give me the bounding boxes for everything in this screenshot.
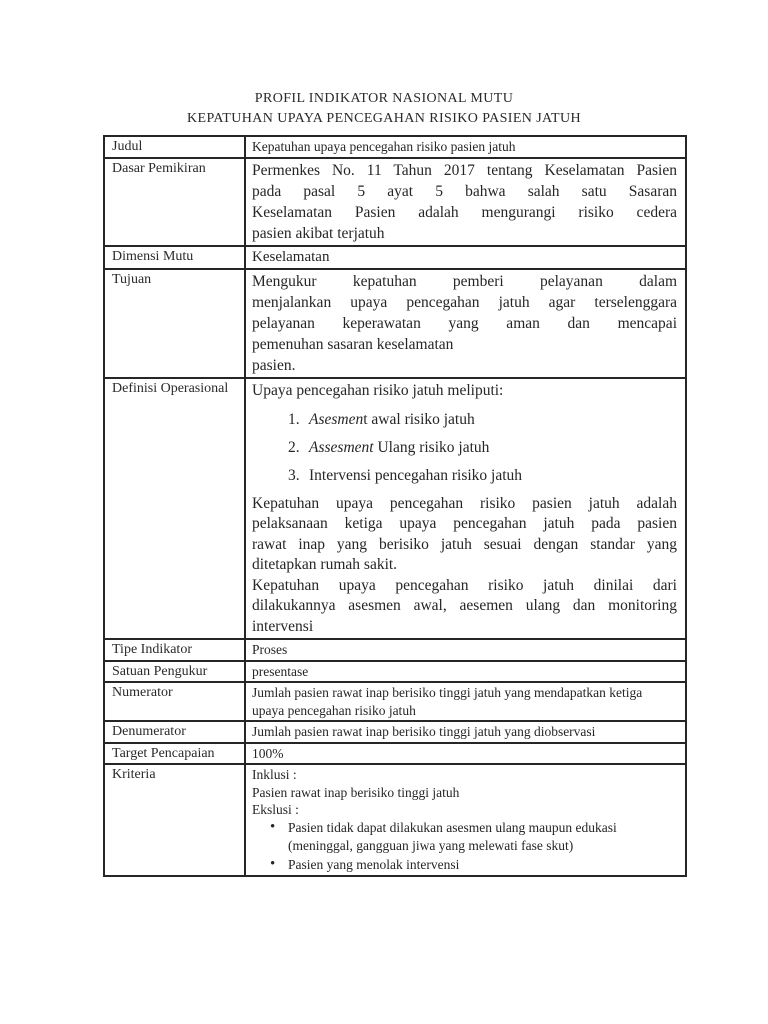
value-tipe-indikator: Proses (245, 639, 686, 661)
label-definisi-operasional: Definisi Operasional (104, 378, 245, 640)
label-dimensi-mutu: Dimensi Mutu (104, 246, 245, 269)
document-title (0, 89, 768, 129)
label-numerator: Numerator (104, 682, 245, 721)
value-tujuan (245, 269, 686, 378)
row-kriteria (104, 764, 686, 876)
dasar-pemikiran-plain-lines (252, 223, 677, 244)
label-target-pencapaian: Target Pencapaian (104, 743, 245, 765)
value-dimensi-mutu: Keselamatan (245, 246, 686, 269)
value-numerator: Jumlah pasien rawat inap berisiko tinggi jatuh yang mendapatkan ketiga upaya pencegahan risiko jatuh (245, 682, 686, 721)
definisi-paragraph-1-plain (252, 555, 677, 576)
definisi-numbered-list (252, 410, 677, 485)
tujuan-plain-lines (252, 334, 677, 376)
label-denumerator: Denumerator (104, 721, 245, 743)
row-definisi-operasional (104, 378, 686, 640)
text-line: rawat inap yang berisiko jatuh sesuai dengan standar yang (252, 535, 677, 553)
row-judul (104, 136, 686, 158)
text-line: pasien. (252, 356, 296, 374)
value-satuan-pengukur: presentase (245, 661, 686, 683)
item-number: 2. (288, 438, 300, 456)
definisi-paragraph-2-plain (252, 617, 677, 638)
inklusi-text: Pasien rawat inap berisiko tinggi jatuh (252, 784, 460, 800)
row-satuan-pengukur (104, 661, 686, 683)
text-line: pemenuhan sasaran keselamatan (252, 335, 454, 353)
label-dasar-pemikiran: Dasar Pemikiran (104, 158, 245, 246)
label-judul: Judul (104, 136, 245, 158)
item-text: Ulang risiko jatuh (373, 438, 490, 456)
text-line: Mengukur kepatuhan pemberi pelayanan dalam (252, 272, 677, 290)
text-line: pelayanan keperawatan yang aman dan mencapai (252, 314, 677, 332)
text-line: Kepatuhan upaya pencegahan risiko pasien jatuh adalah (252, 494, 677, 512)
label-tujuan: Tujuan (104, 269, 245, 378)
list-item-1 (288, 410, 677, 429)
dasar-pemikiran-justified-lines (252, 160, 677, 223)
row-numerator (104, 682, 686, 721)
text-line: Kepatuhan upaya pencegahan risiko jatuh dinilai dari (252, 576, 677, 594)
text-line: pelaksanaan ketiga upaya pencegahan jatuh pada pasien (252, 515, 677, 532)
label-satuan-pengukur: Satuan Pengukur (104, 661, 245, 683)
text-line: Permenkes No. 11 Tahun 2017 tentang Keselamatan Pasien (252, 161, 677, 179)
list-item-2 (288, 438, 677, 457)
label-kriteria: Kriteria (104, 764, 245, 876)
list-item-3 (288, 466, 677, 485)
item-italic-text: Assesment (309, 438, 374, 456)
item-italic-text: Asesmen (309, 410, 364, 428)
ekslusi-heading: Ekslusi : (252, 802, 299, 817)
definisi-intro: Upaya pencegahan risiko jatuh meliputi: (252, 381, 504, 399)
row-tipe-indikator (104, 639, 686, 661)
item-number: 3. (288, 466, 300, 484)
inklusi-heading: Inklusi : (252, 767, 297, 782)
indicator-profile-table (103, 135, 687, 877)
row-denumerator (104, 721, 686, 743)
ekslusi-bullet-list (252, 819, 677, 875)
text-line: pada pasal 5 ayat 5 bahwa salah satu Sasaran (252, 182, 677, 200)
text-line: Keselamatan Pasien adalah mengurangi risiko cedera (252, 203, 677, 221)
value-definisi-operasional (245, 378, 686, 640)
definisi-paragraph-1-justified (252, 494, 677, 556)
definisi-paragraph-2-justified (252, 576, 677, 617)
label-tipe-indikator: Tipe Indikator (104, 639, 245, 661)
item-text: t awal risiko jatuh (363, 410, 475, 428)
text-line: ditetapkan rumah sakit. (252, 556, 398, 573)
value-denumerator: Jumlah pasien rawat inap berisiko tinggi jatuh yang diobservasi (245, 721, 686, 743)
row-dimensi-mutu (104, 246, 686, 269)
item-number: 1. (288, 410, 300, 428)
value-kriteria (245, 764, 686, 876)
text-line: intervensi (252, 617, 314, 635)
text-line: dilakukannya asesmen awal, aesemen ulang dan monitoring (252, 597, 677, 614)
exclusion-item: • Pasien yang menolak intervensi (288, 856, 677, 875)
value-judul: Kepatuhan upaya pencegahan risiko pasien jatuh (245, 136, 686, 158)
row-target-pencapaian (104, 743, 686, 765)
title-line-1: PROFIL INDIKATOR NASIONAL MUTU (254, 91, 514, 106)
exclusion-item: • Pasien tidak dapat dilakukan asesmen ulang maupun edukasi (meninggal, gangguan jiwa yang melewati fase skut) (288, 819, 677, 856)
row-tujuan (104, 269, 686, 378)
row-dasar-pemikiran (104, 158, 686, 246)
item-text: Intervensi pencegahan risiko jatuh (309, 466, 523, 484)
text-line: pasien akibat terjatuh (252, 224, 385, 242)
text-line: menjalankan upaya pencegahan jatuh agar terselenggara (252, 293, 677, 311)
title-line-2: KEPATUHAN UPAYA PENCEGAHAN RISIKO PASIEN JATUH (186, 111, 581, 126)
value-target-pencapaian: 100% (245, 743, 686, 765)
tujuan-justified-lines (252, 271, 677, 334)
value-dasar-pemikiran (245, 158, 686, 246)
